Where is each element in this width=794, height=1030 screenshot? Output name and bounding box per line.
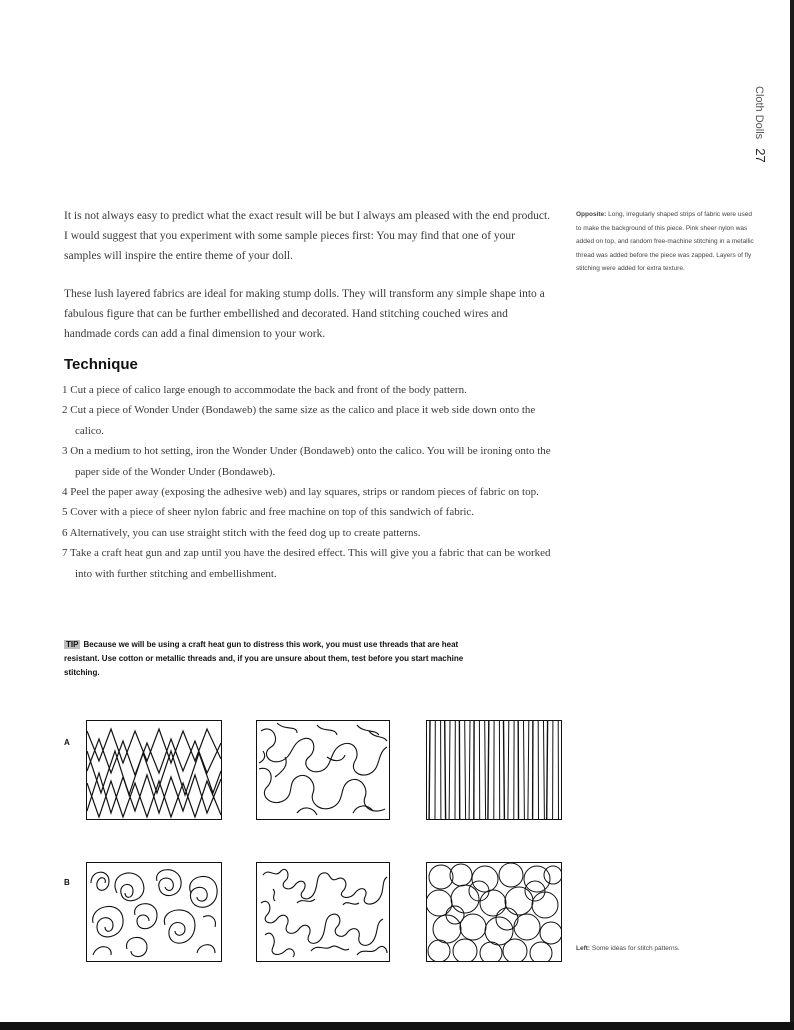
technique-step: 7 Take a craft heat gun and zap until you have the desired effect. This will give you a fabric that can be worked into with further stitching and embellishment.: [62, 547, 551, 580]
technique-step: 5 Cover with a piece of sheer nylon fabric and free machine on top of this sandwich of fabric.: [62, 506, 475, 519]
loops-pattern: [86, 862, 222, 962]
loops-pattern-graphic: [87, 863, 221, 961]
tip-label: TIP: [66, 640, 79, 649]
caption-lead-left: Left:: [576, 945, 591, 952]
caption-text: Long, irregularly shaped strips of fabric were used to make the background of this piece. Pink sheer nylon was added on top, and random free-machine stitching in a metallic thread was added before the piece was zapped. Layers of fly stitching were added for extra texture.: [576, 211, 754, 272]
intro-paragraph-2: These lush layered fabrics are ideal for making stump dolls. They will transform any simple shape into a fabulous figure that can be further embellished and decorated. Hand stitching couched wires and handmade cords can add a final dimension to your work.: [64, 288, 545, 340]
vertical-lines-graphic: [427, 721, 561, 819]
tip-text: Because we will be using a craft heat gun to distress this work, you must use threads that are heat resistant. Use cotton or metallic threads and, if you are unsure about them, test before you start machine stitching.: [64, 640, 464, 677]
technique-step: 2 Cut a piece of Wonder Under (Bondaweb) the same size as the calico and place it web side down onto the calico.: [62, 404, 536, 437]
row-a-label: A: [64, 738, 70, 747]
running-head: [722, 86, 772, 166]
page-edge-shadow: [790, 0, 794, 1030]
caption-text-left: Some ideas for stitch patterns.: [591, 945, 680, 952]
technique-steps: [62, 380, 562, 584]
overlapping-circles-pattern: [426, 862, 562, 962]
zigzag-pattern: [86, 720, 222, 820]
stipple-pattern: [256, 862, 390, 962]
technique-step: 6 Alternatively, you can use straight stitch with the feed dog up to create patterns.: [62, 526, 421, 539]
stitch-patterns-caption: [576, 942, 756, 956]
technique-step: 3 On a medium to hot setting, iron the Wonder Under (Bondaweb) onto the calico. You will be ironing onto the paper side of the Wonder Under (Bondaweb).: [62, 445, 551, 478]
opposite-caption: [576, 208, 756, 276]
technique-heading: Technique: [64, 356, 138, 373]
vermicelli-pattern-graphic: [257, 721, 389, 819]
vermicelli-puzzle-pattern: [256, 720, 390, 820]
running-head-section: Cloth Dolls: [753, 86, 765, 140]
stipple-pattern-graphic: [257, 863, 389, 961]
intro-paragraph-1: It is not always easy to predict what the exact result will be but I always am pleased with the end product. I would suggest that you experiment with some sample pieces first: You may find that one of your samples will inspire the entire theme of your doll.: [64, 210, 551, 262]
caption-lead: Opposite:: [576, 211, 607, 218]
zigzag-pattern-graphic: [87, 721, 221, 819]
overlapping-circles-graphic: [427, 863, 561, 961]
row-b-label: B: [64, 878, 70, 887]
page-number: 27: [753, 148, 768, 163]
vertical-lines-pattern: [426, 720, 562, 820]
page-bottom-edge: [0, 1022, 794, 1030]
tip-box: [64, 638, 464, 680]
technique-step: 1 Cut a piece of calico large enough to accommodate the back and front of the body pattern.: [62, 384, 467, 396]
technique-step: 4 Peel the paper away (exposing the adhesive web) and lay squares, strips or random pieces of fabric on top.: [62, 486, 539, 499]
